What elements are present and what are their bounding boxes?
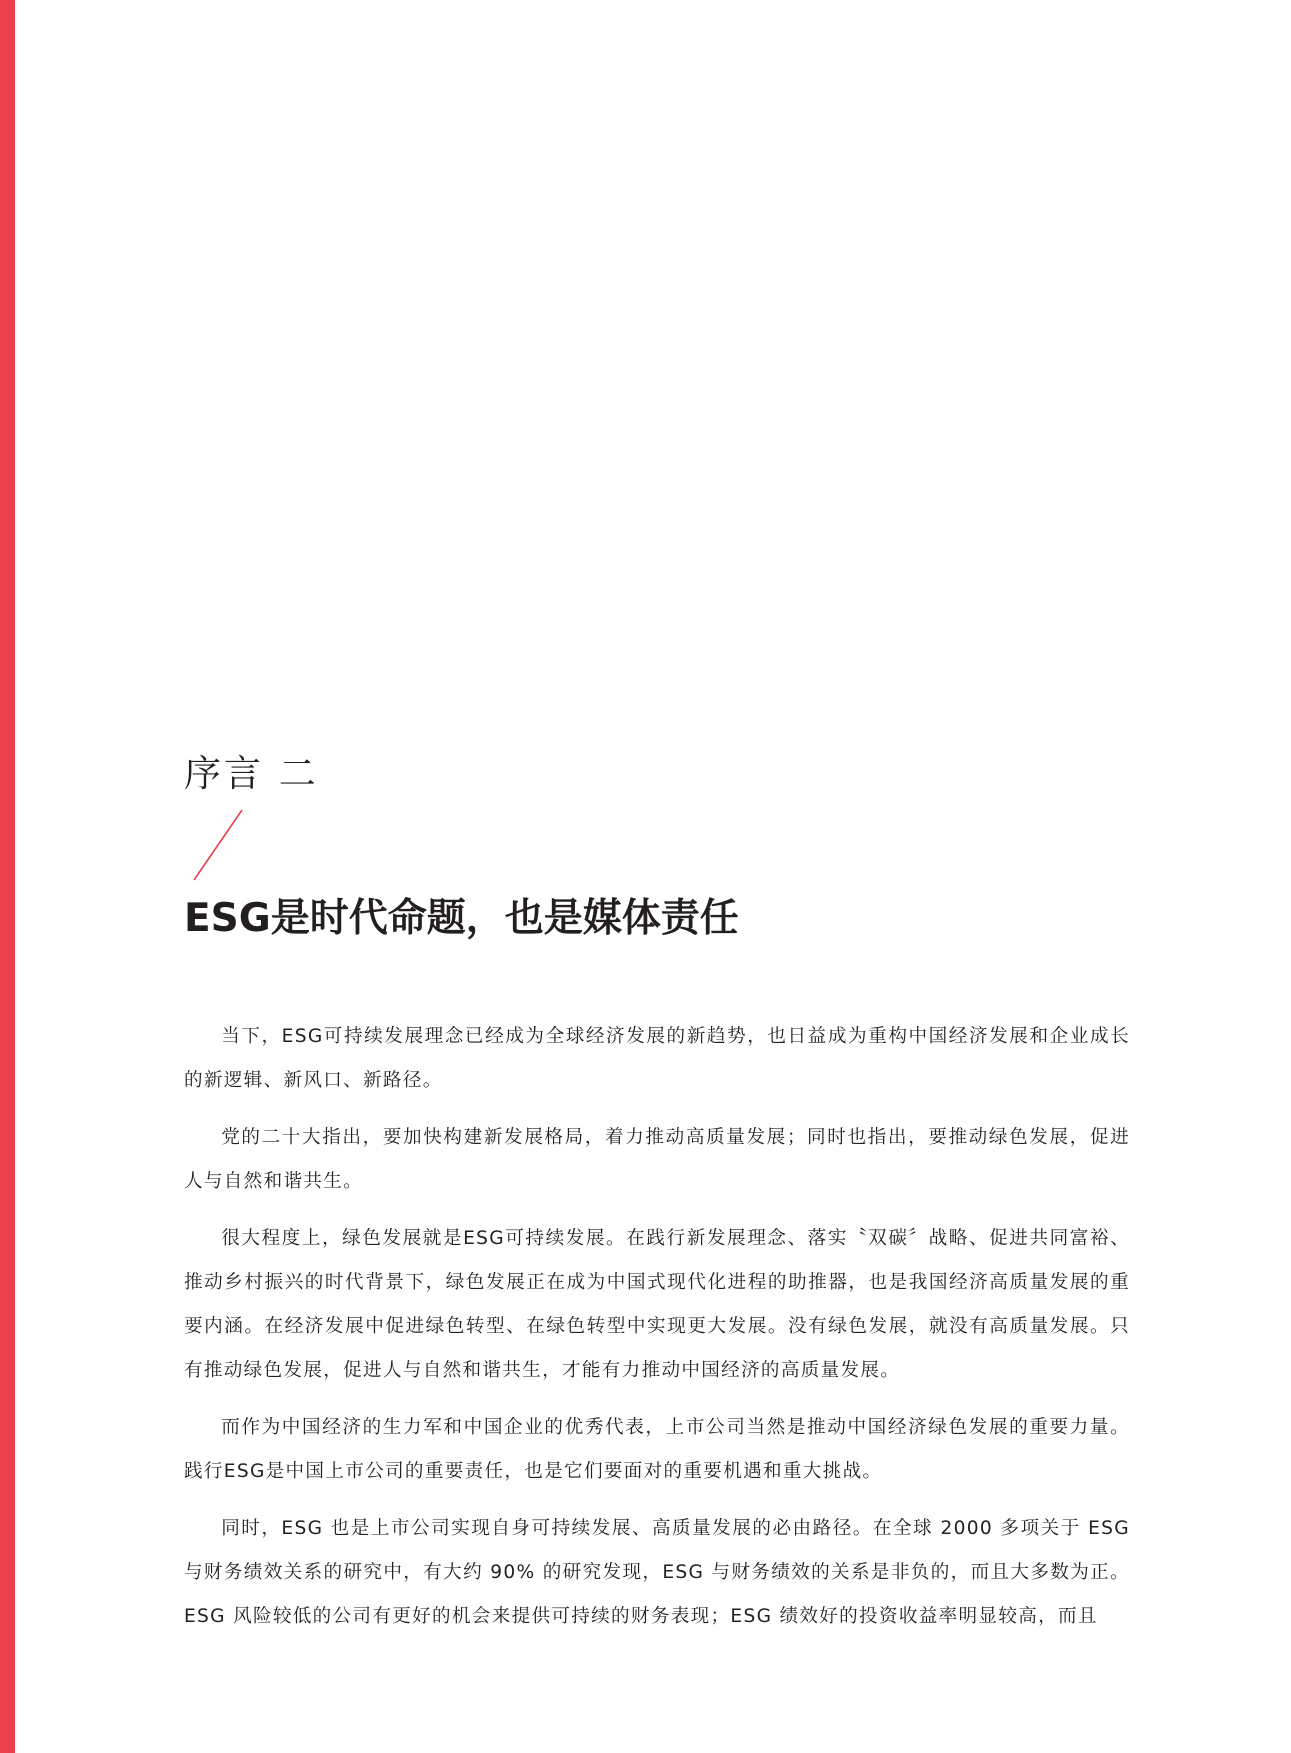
paragraph-5: 同时，ESG 也是上市公司实现自身可持续发展、高质量发展的必由路径。在全球 2000 多项关于 ESG 与财务绩效关系的研究中，有大约 90% 的研究发现，ESG 与财务绩效的关系是非负的，而且大多数为正。ESG 风险较低的公司有更好的机会来提供可持续的财务表现；ESG 绩效好的投资收益率明显较高，而且 <box>184 1518 1130 1627</box>
slash-divider <box>190 808 246 882</box>
left-accent-bar <box>0 0 15 1753</box>
paragraph-4: 而作为中国经济的生力军和中国企业的优秀代表，上市公司当然是推动中国经济绿色发展的重要力量。践行ESG是中国上市公司的重要责任，也是它们要面对的重要机遇和重大挑战。 <box>184 1417 1130 1482</box>
paragraph-3: 很大程度上，绿色发展就是ESG可持续发展。在践行新发展理念、落实〝双碳〞战略、促进共同富裕、推动乡村振兴的时代背景下，绿色发展正在成为中国式现代化进程的助推器，也是我国经济高质量发展的重要内涵。在经济发展中促进绿色转型、在绿色转型中实现更大发展。没有绿色发展，就没有高质量发展。只有推动绿色发展，促进人与自然和谐共生，才能有力推动中国经济的高质量发展。 <box>184 1228 1130 1381</box>
page-title: ESG是时代命题，也是媒体责任 <box>184 896 739 941</box>
body-text <box>184 1015 1130 1652</box>
section-label: 序言 二 <box>184 752 319 795</box>
paragraph-1: 当下，ESG可持续发展理念已经成为全球经济发展的新趋势，也日益成为重构中国经济发展和企业成长的新逻辑、新风口、新路径。 <box>184 1026 1130 1091</box>
paragraph-2: 党的二十大指出，要加快构建新发展格局，着力推动高质量发展；同时也指出，要推动绿色发展，促进人与自然和谐共生。 <box>184 1127 1130 1192</box>
